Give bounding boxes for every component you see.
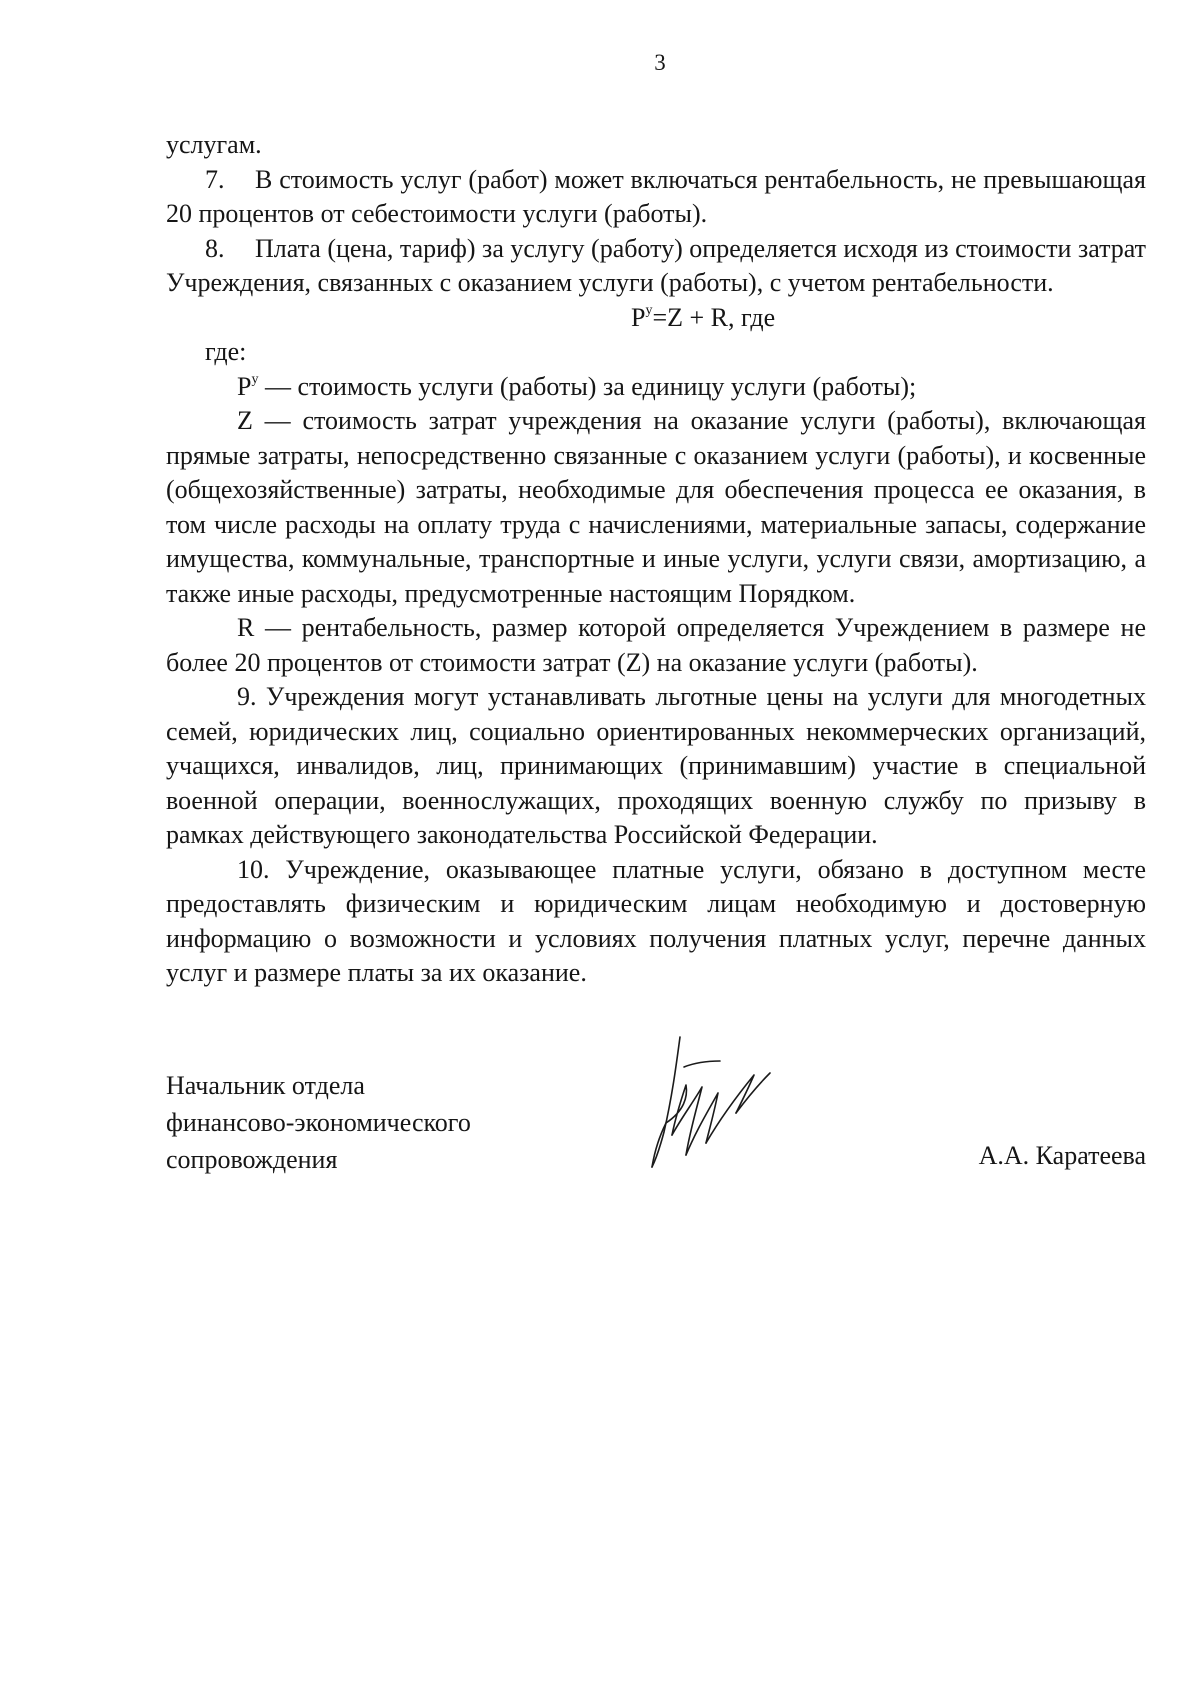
- formula-lhs-superscript: у: [645, 302, 653, 318]
- item-8-text: Плата (цена, тариф) за услугу (работу) определяется исходя из стоимости затрат Учреждения, связанных с оказанием услуги (работы), с учетом рентабельности.: [166, 233, 1147, 297]
- definition-p-text: — стоимость услуги (работы) за единицу услуги (работы);: [258, 371, 917, 401]
- signature-block: [166, 1067, 1146, 1187]
- definition-p-symbol: P: [237, 371, 252, 401]
- page-number: 3: [654, 50, 666, 75]
- paragraph-item-9: 9. Учреждения могут устанавливать льготные цены на услуги для многодетных семей, юридических лиц, социально ориентированных некоммерческих организаций, учащихся, инвалидов, лиц, принимающих (принимавшим) участие в специальной военной операции, военнослужащих, проходящих военную службу по призыву в рамках действующего законодательства Российской Федерации.: [166, 682, 1146, 849]
- handwritten-signature: [636, 1027, 786, 1177]
- signatory-position-line-1: Начальник отдела: [166, 1070, 365, 1100]
- item-8-number: 8.: [205, 233, 225, 263]
- definition-p-superscript: у: [251, 371, 259, 387]
- definition-p: [166, 370, 1146, 405]
- price-formula: [166, 301, 1146, 336]
- continuation-line: услугам.: [166, 130, 262, 159]
- signatory-position-line-2: финансово-экономического: [166, 1107, 471, 1137]
- definition-z: Z — стоимость затрат учреждения на оказание услуги (работы), включающая прямые затраты, непосредственно связанные с оказанием услуги (работы), и косвенные (общехозяйственные) затраты, необходимые для обеспечения процесса ее оказания, в том числе расходы на оплату труда с начислениями, материальные запасы, содержание имущества, коммунальные, транспортные и иные услуги, услуги связи, амортизацию, а также иные расходы, предусмотренные настоящим Порядком.: [166, 406, 1146, 608]
- definition-r: R — рентабельность, размер которой определяется Учреждением в размере не более 20 процентов от стоимости затрат (Z) на оказание услуги (работы).: [166, 613, 1146, 677]
- item-7-text: В стоимость услуг (работ) может включаться рентабельность, не превышающая 20 процентов от себестоимости услуги (работы).: [166, 164, 1146, 228]
- signatory-position-line-3: сопровождения: [166, 1144, 338, 1174]
- paragraph-item-7: [166, 163, 1146, 232]
- item-7-number: 7.: [205, 164, 225, 194]
- paragraph-item-10: 10. Учреждение, оказывающее платные услуги, обязано в доступном месте предоставлять физическим и юридическим лицам необходимую и достоверную информацию о возможности и условиях получения платных услуг, перечне данных услуг и размере платы за их оказание.: [166, 854, 1146, 987]
- where-label: где:: [205, 337, 247, 366]
- signatory-position: [166, 1067, 471, 1178]
- formula-lhs: P: [631, 302, 646, 332]
- formula-rhs: =Z + R, где: [652, 302, 776, 332]
- signatory-name: А.А. Каратеева: [978, 1140, 1146, 1170]
- document-body: [166, 128, 1146, 1187]
- paragraph-item-8: [166, 232, 1146, 301]
